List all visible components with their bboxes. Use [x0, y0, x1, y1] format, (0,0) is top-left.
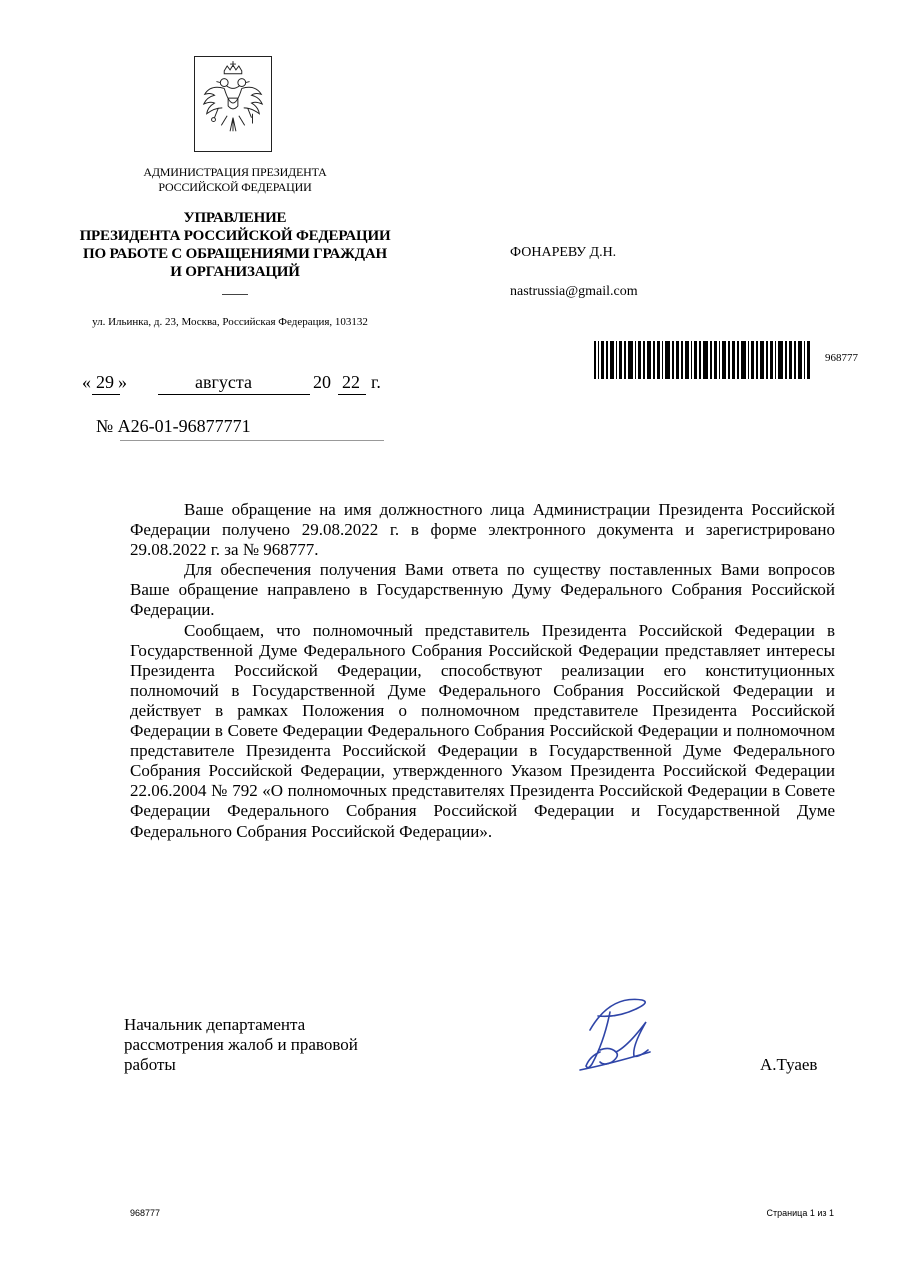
department-header: [60, 209, 410, 281]
signature-icon: [560, 990, 670, 1080]
dept-line-3: ПО РАБОТЕ С ОБРАЩЕНИЯМИ ГРАЖДАН: [83, 246, 387, 262]
registration-underline: [120, 440, 384, 441]
registration-number: № А26-01-96877771: [96, 416, 251, 436]
date-year-mark: г.: [371, 372, 381, 392]
recipient-email: nastrussia@gmail.com: [510, 284, 638, 299]
signer-title-line-2: рассмотрения жалоб и правовой: [124, 1035, 358, 1054]
date-month: августа: [195, 372, 252, 392]
footer-page-number: Страница 1 из 1: [766, 1208, 834, 1218]
body-paragraph-2: Для обеспечения получения Вами ответа по существу поставленных Вами вопросов Ваше обращение направлено в Государственную Думу Федерального Собрания Российской Федерации.: [130, 560, 835, 620]
date-open-quote: «: [82, 372, 91, 392]
body-paragraph-3: Сообщаем, что полномочный представитель Президента Российской Федерации в Государственной Думе Федерального Собрания Российской Федерации представляет интересы Президента Российской Федерации, способствуют реализации его конституционных полномочий в Государственной Думе Федерального Собрания Российской Федерации и действует в рамках Положения о полномочном представителе Президента Российской Федерации в Совете Федерации Федерального Собрания Российской Федерации и полномочном представителе Президента Российской Федерации в Государственной Думе Федерального Собрания Российской Федерации, утвержденного Указом Президента Российской Федерации 22.06.2004 № 792 «О полномочных представителях Президента Российской Федерации в Совете Федерации Федерального Собрания Российской Федерации и Государственной Думе Федерального Собрания Российской Федерации».: [130, 620, 835, 841]
admin-line-2: РОССИЙСКОЙ ФЕДЕРАЦИИ: [158, 180, 312, 194]
letter-body: [130, 500, 835, 842]
signer-title: [124, 1015, 424, 1075]
date-year-prefix: 20: [313, 372, 331, 392]
signer-title-line-3: работы: [124, 1055, 176, 1074]
sender-address: ул. Ильинка, д. 23, Москва, Российская Федерация, 103132: [92, 316, 368, 328]
date-close-quote: »: [118, 372, 127, 392]
barcode-number: 968777: [825, 352, 858, 364]
header-divider: [222, 294, 248, 295]
date-day: 29: [96, 372, 114, 392]
admin-line-1: АДМИНИСТРАЦИЯ ПРЕЗИДЕНТА: [143, 165, 327, 179]
administration-header: [100, 165, 370, 195]
signer-title-line-1: Начальник департамента: [124, 1015, 306, 1034]
signer-name: А.Туаев: [760, 1055, 818, 1074]
recipient-name: ФОНАРЕВУ Д.Н.: [510, 245, 617, 260]
dept-line-2: ПРЕЗИДЕНТА РОССИЙСКОЙ ФЕДЕРАЦИИ: [79, 228, 391, 244]
dept-line-4: И ОРГАНИЗАЦИЙ: [170, 264, 300, 280]
day-underline: [92, 394, 120, 395]
coat-of-arms-emblem-icon: [194, 56, 272, 152]
month-underline: [158, 394, 310, 395]
date-year-suffix: 22: [342, 372, 360, 392]
year-underline: [338, 394, 366, 395]
dept-line-1: УПРАВЛЕНИЕ: [183, 210, 287, 226]
footer-doc-number: 968777: [130, 1208, 161, 1218]
barcode-icon: [594, 341, 812, 379]
body-paragraph-1: Ваше обращение на имя должностного лица Администрации Президента Российской Федерации получено 29.08.2022 г. в форме электронного документа и зарегистрировано 29.08.2022 г. за № 968777.: [130, 500, 835, 560]
